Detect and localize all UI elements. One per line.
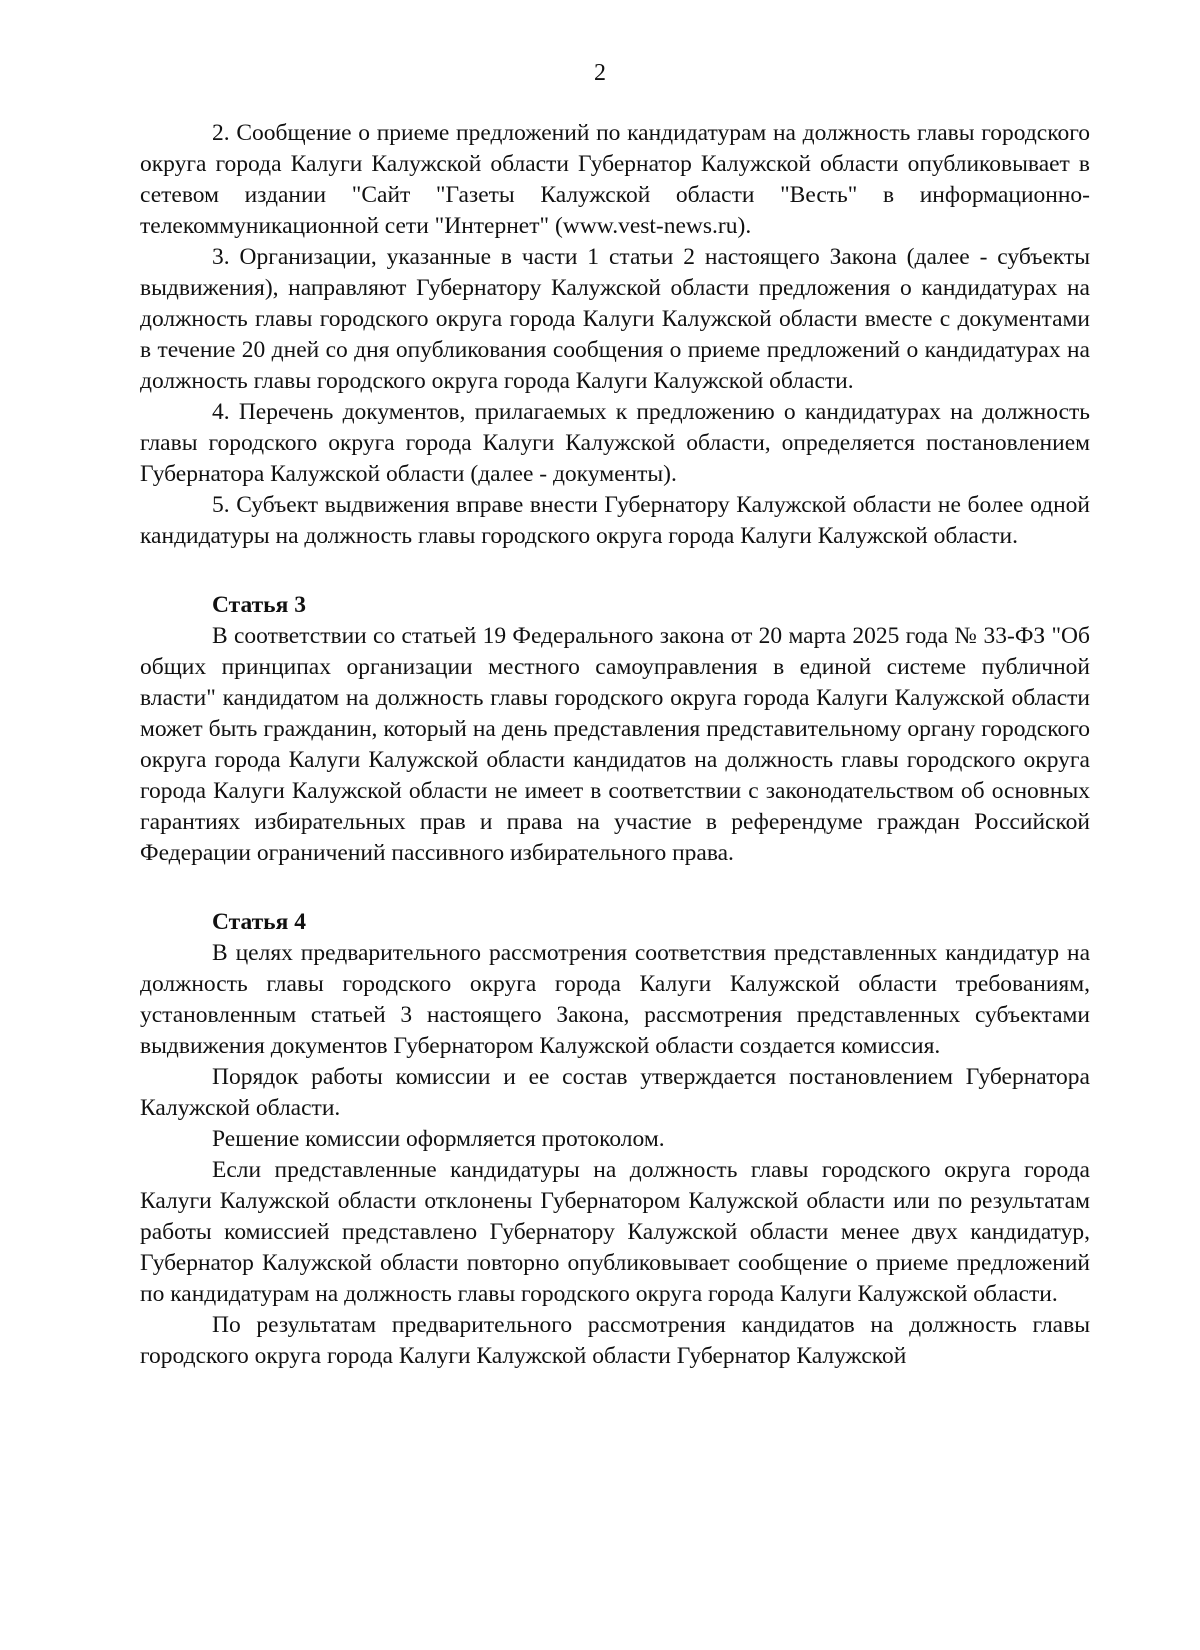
article-4-paragraph-1: В целях предварительного рассмотрения соответствия представленных кандидатур на должность главы городского округа города Калуги Калужской области требованиям, установленным статьей 3 настоящего Закона, рассмотрения представленных субъектами выдвижения документов Губернатором Калужской области создается комиссия.	[140, 940, 1090, 1059]
paragraph-3: 3. Организации, указанные в части 1 статьи 2 настоящего Закона (далее - субъекты выдвижения), направляют Губернатору Калужской области предложения о кандидатурах на должность главы городского округа города Калуги Калужской области вместе с документами в течение 20 дней со дня опубликования сообщения о приеме предложений о кандидатурах на должность главы городского округа города Калуги Калужской области.	[140, 244, 1090, 394]
article-4-paragraph-2: Порядок работы комиссии и ее состав утверждается постановлением Губернатора Калужской области.	[140, 1064, 1090, 1121]
article-4-paragraph-3: Решение комиссии оформляется протоколом.	[212, 1126, 665, 1152]
paragraph-4: 4. Перечень документов, прилагаемых к предложению о кандидатурах на должность главы городского округа города Калуги Калужской области, определяется постановлением Губернатора Калужской области (далее - документы).	[140, 399, 1090, 487]
paragraph-2: 2. Сообщение о приеме предложений по кандидатурам на должность главы городского округа города Калуги Калужской области Губернатор Калужской области опубликовывает в сетевом издании "Сайт "Газеты Калужской области "Весть" в информационно-телекоммуникационной сети "Интернет" (www.vest-news.ru).	[140, 120, 1090, 239]
section-spacer	[140, 869, 1090, 907]
article-4-heading: Статья 4	[212, 909, 306, 935]
article-4-paragraph-4: Если представленные кандидатуры на должность главы городского округа города Калуги Калужской области отклонены Губернатором Калужской области или по результатам работы комиссией представлено Губернатору Калужской области менее двух кандидатур, Губернатор Калужской области повторно опубликовывает сообщение о приеме предложений по кандидатурам на должность главы городского округа города Калуги Калужской области.	[140, 1157, 1090, 1307]
document-body	[140, 118, 1090, 1372]
article-4-paragraph-5: По результатам предварительного рассмотрения кандидатов на должность главы городского округа города Калуги Калужской области Губернатор Калужской	[140, 1312, 1090, 1369]
page-number: 2	[594, 60, 606, 86]
article-3-paragraph: В соответствии со статьей 19 Федерального закона от 20 марта 2025 года № 33-ФЗ "Об общих принципах организации местного самоуправления в единой системе публичной власти" кандидатом на должность главы городского округа города Калуги Калужской области может быть гражданин, который на день представления представительному органу городского округа города Калуги Калужской области кандидатов на должность главы городского округа города Калуги Калужской области не имеет в соответствии с законодательством об основных гарантиях избирательных прав и права на участие в референдуме граждан Российской Федерации ограничений пассивного избирательного права.	[140, 623, 1090, 866]
paragraph-5: 5. Субъект выдвижения вправе внести Губернатору Калужской области не более одной кандидатуры на должность главы городского округа города Калуги Калужской области.	[140, 492, 1090, 549]
article-3-heading: Статья 3	[212, 592, 306, 618]
section-spacer	[140, 552, 1090, 590]
